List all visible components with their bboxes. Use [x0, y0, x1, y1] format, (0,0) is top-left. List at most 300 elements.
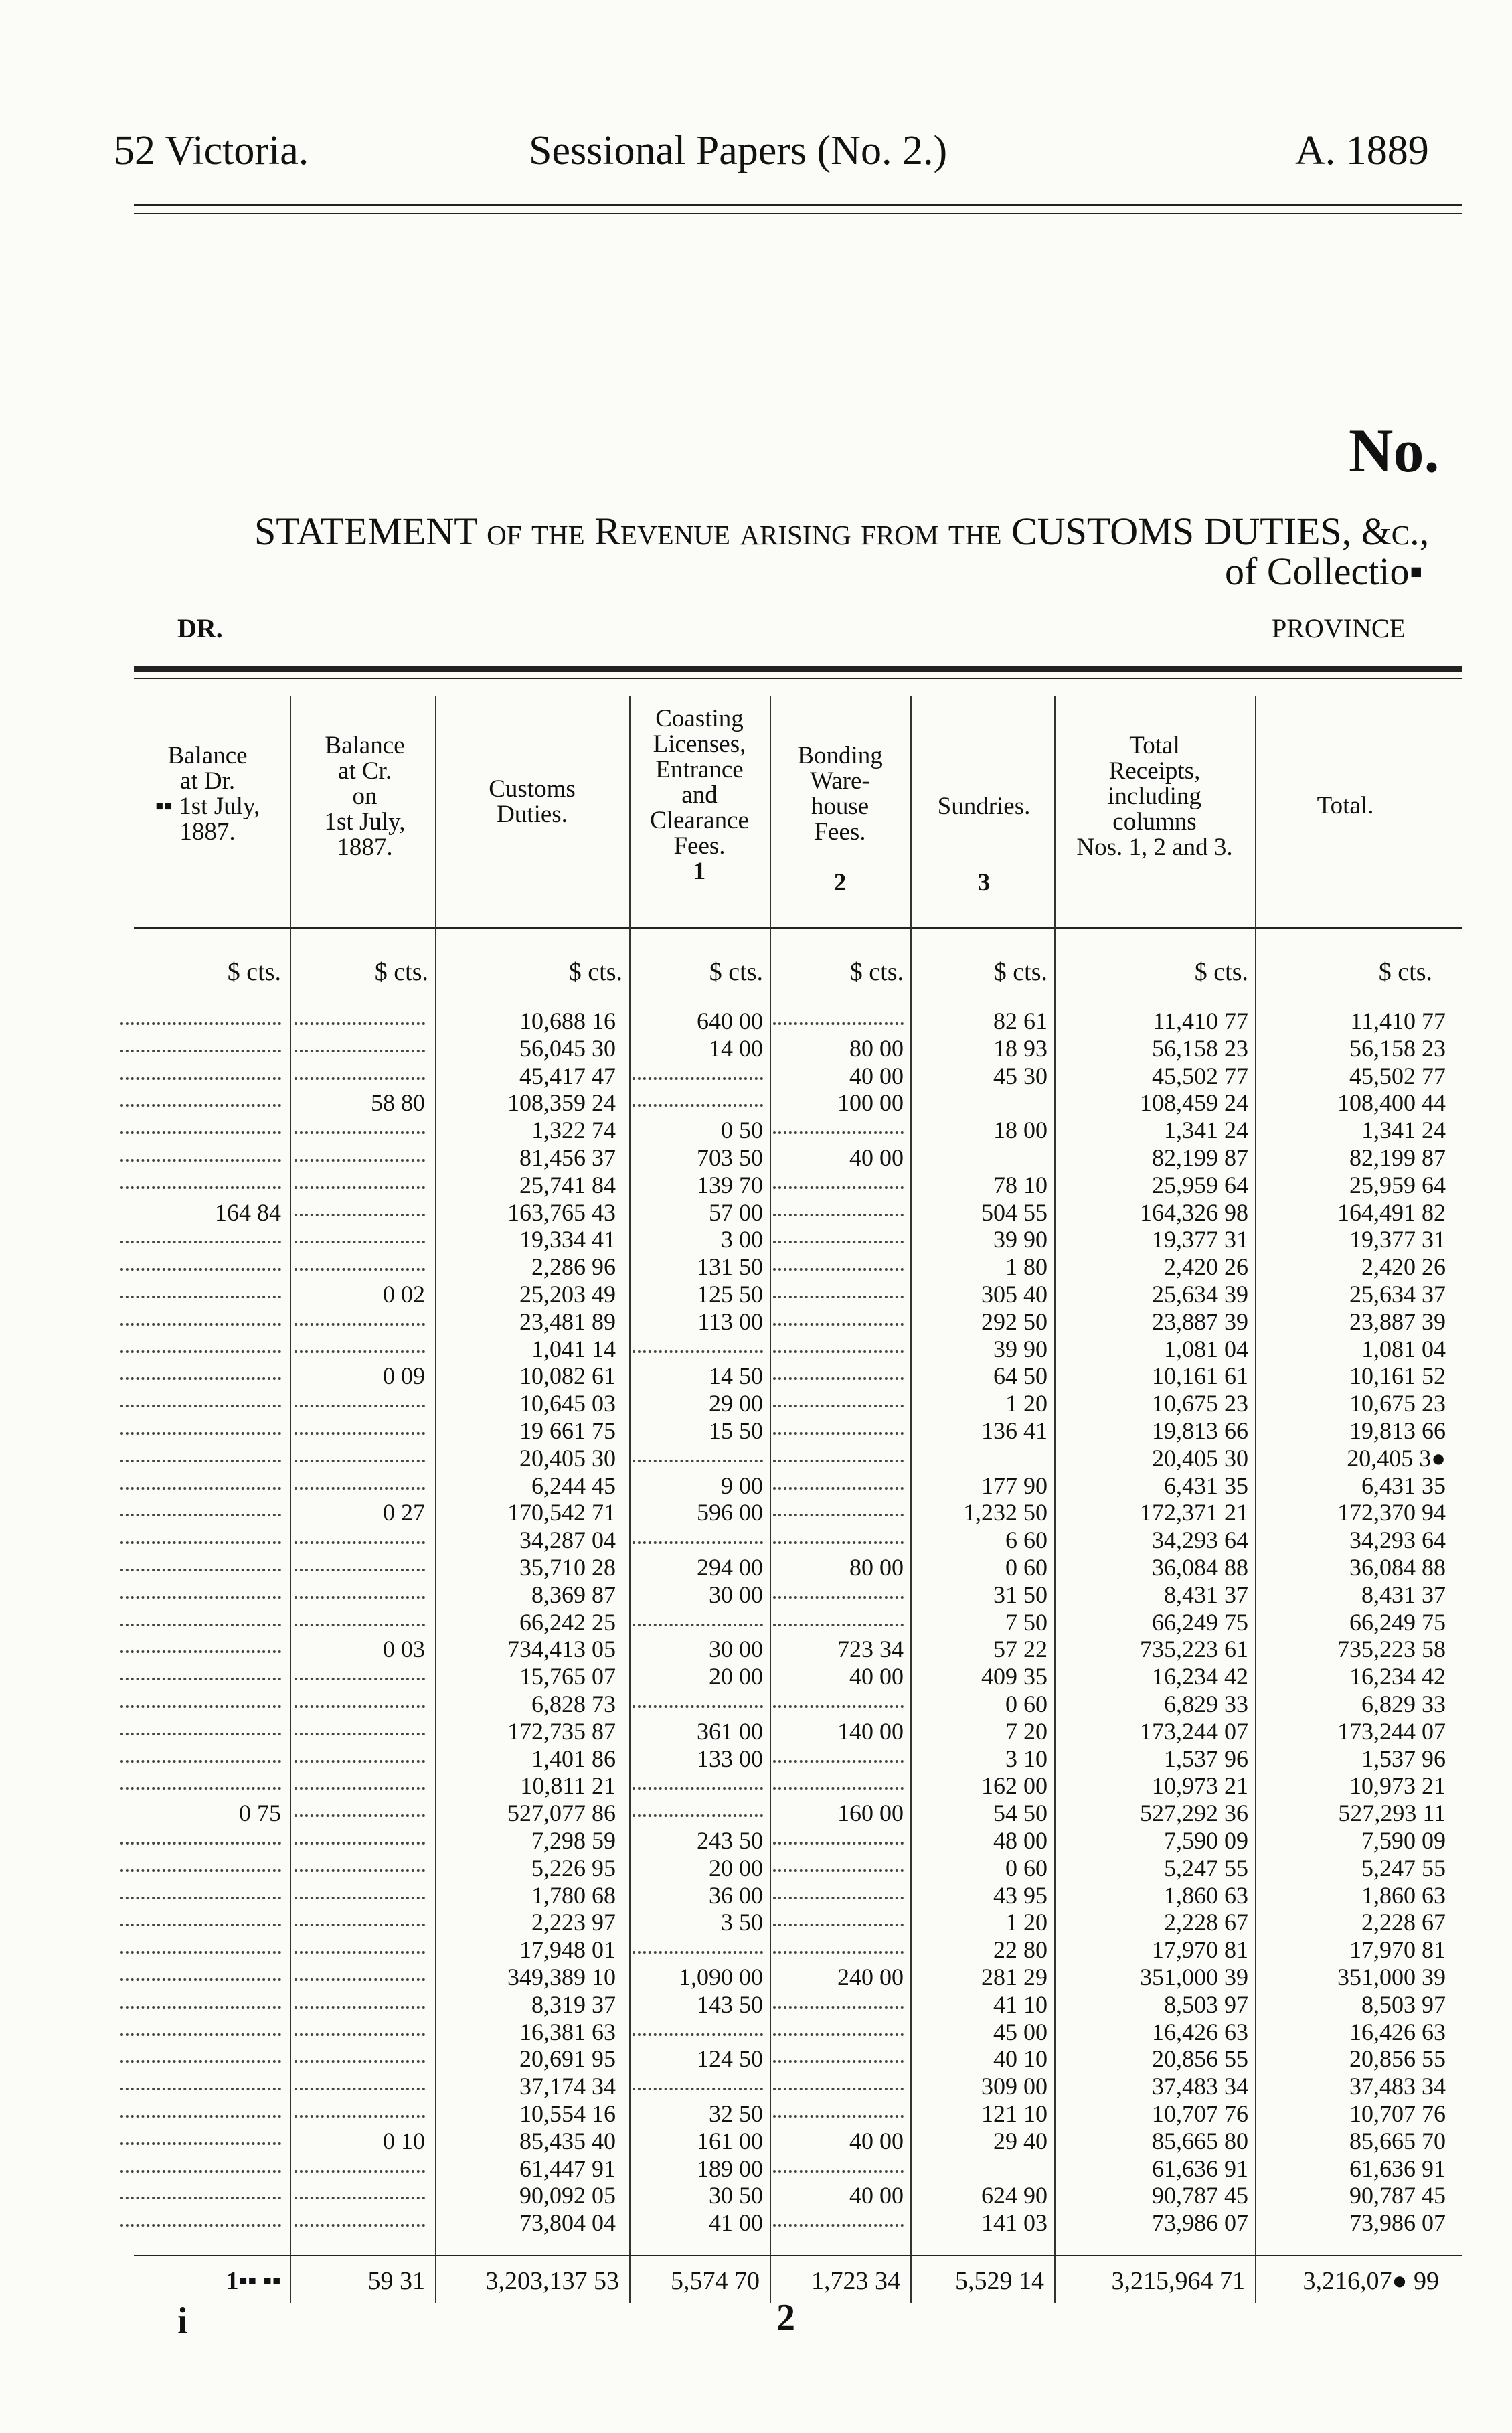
cell-coasting-licenses: 14 00 [709, 1034, 763, 1062]
table-row [114, 1554, 1473, 1581]
leader-dots [120, 1268, 281, 1271]
header-left: 52 Victoria. [114, 128, 309, 173]
cell-customs-duties: 108,359 24 [507, 1089, 616, 1117]
cell-coasting-licenses: 15 50 [709, 1417, 763, 1444]
leader-dots [120, 1350, 281, 1353]
cell-total-receipts: 6,431 35 [1164, 1472, 1248, 1499]
leader-dots [295, 1924, 425, 1926]
table-row [114, 1226, 1473, 1253]
leader-dots [120, 2006, 281, 2009]
cell-total: 73,986 07 [1349, 2209, 1446, 2237]
cell-sundries: 82 61 [993, 1008, 1047, 1034]
leader-dots [295, 1405, 425, 1407]
cell-sundries: 1 80 [1005, 1253, 1047, 1281]
cell-customs-duties: 10,645 03 [519, 1390, 616, 1417]
leader-dots [633, 2088, 763, 2090]
cell-bonding-warehouse: 100 00 [837, 1089, 904, 1117]
cell-coasting-licenses: 294 00 [697, 1554, 763, 1581]
cell-sundries: 54 50 [993, 1800, 1047, 1827]
cell-total: 10,973 21 [1349, 1772, 1446, 1800]
leader-dots [773, 1241, 904, 1243]
column-header-balance-cr: Balance at Cr. on 1st July, 1887. [324, 732, 406, 861]
leader-dots [295, 1323, 425, 1326]
cell-total: 6,431 35 [1361, 1472, 1446, 1499]
cell-total-receipts: 56,158 23 [1152, 1034, 1248, 1062]
leader-dots [773, 1787, 904, 1790]
leader-dots [773, 1186, 904, 1189]
cell-balance-dr: 0 75 [239, 1800, 281, 1827]
leader-dots [120, 1432, 281, 1435]
leader-dots [295, 1842, 425, 1845]
table-row [114, 1281, 1473, 1308]
leader-dots [120, 1624, 281, 1626]
leader-dots [773, 1405, 904, 1407]
cell-total: 25,634 37 [1349, 1281, 1446, 1308]
leader-dots [295, 2197, 425, 2199]
leader-dots [120, 1869, 281, 1872]
cell-total-receipts: 16,234 42 [1152, 1663, 1248, 1691]
cell-sundries: 64 50 [993, 1362, 1047, 1390]
table-row [114, 1117, 1473, 1144]
table-row [114, 1718, 1473, 1745]
cell-customs-duties: 2,223 97 [531, 1909, 616, 1936]
cell-sundries: 6 60 [1005, 1526, 1047, 1554]
leader-dots [633, 1787, 763, 1790]
total-cell-total: 3,216,07● 99 [1303, 2267, 1439, 2295]
table-row [114, 1991, 1473, 2018]
cell-balance-cr: 58 80 [371, 1089, 425, 1117]
cell-sundries: 1 20 [1005, 1909, 1047, 1936]
total-cell-balance-dr: 1▪▪ ▪▪ [226, 2267, 281, 2295]
table-row [114, 2209, 1473, 2236]
cell-customs-duties: 7,298 59 [531, 1827, 616, 1854]
leader-dots [295, 1432, 425, 1435]
leader-dots [295, 1678, 425, 1680]
cell-balance-cr: 0 03 [383, 1636, 425, 1663]
cell-coasting-licenses: 0 50 [721, 1117, 763, 1144]
cell-customs-duties: 2,286 96 [531, 1253, 616, 1281]
cell-total-receipts: 45,502 77 [1152, 1062, 1248, 1089]
leader-dots [773, 1624, 904, 1626]
cell-coasting-licenses: 9 00 [721, 1472, 763, 1499]
leader-dots [295, 1186, 425, 1189]
total-cell-sundries: 5,529 14 [955, 2267, 1044, 2295]
leader-dots [120, 1733, 281, 1735]
cell-total-receipts: 20,856 55 [1152, 2045, 1248, 2073]
cell-bonding-warehouse: 40 00 [849, 2127, 904, 2154]
cell-sundries: 41 10 [993, 1990, 1047, 2018]
cell-customs-duties: 5,226 95 [531, 1854, 616, 1881]
table-row [114, 1909, 1473, 1936]
cell-sundries: 162 00 [981, 1772, 1047, 1800]
cell-bonding-warehouse: 140 00 [837, 1717, 904, 1745]
cell-sundries: 22 80 [993, 1936, 1047, 1964]
cell-total-receipts: 17,970 81 [1152, 1936, 1248, 1964]
leader-dots [120, 1760, 281, 1763]
cell-customs-duties: 20,691 95 [519, 2045, 616, 2073]
leader-dots [120, 1460, 281, 1462]
cell-total: 8,431 37 [1361, 1581, 1446, 1608]
cell-total-receipts: 61,636 91 [1152, 2154, 1248, 2182]
leader-dots [295, 1350, 425, 1353]
leader-dots [295, 1760, 425, 1763]
cell-customs-duties: 66,242 25 [519, 1608, 616, 1636]
cell-total: 527,293 11 [1338, 1800, 1446, 1827]
table-row [114, 1855, 1473, 1881]
cell-total: 10,161 52 [1349, 1362, 1446, 1390]
total-cell-customs-duties: 3,203,137 53 [485, 2267, 619, 2295]
column-header-balance-dr: Balance at Dr. ▪▪ 1st July, 1887. [155, 742, 260, 846]
cell-customs-duties: 172,735 87 [507, 1717, 616, 1745]
table-top-rule-thin [134, 678, 1462, 679]
leader-dots [120, 1131, 281, 1134]
cell-total-receipts: 36,084 88 [1152, 1554, 1248, 1581]
leader-dots [295, 1814, 425, 1817]
leader-dots [120, 2142, 281, 2145]
cell-balance-dr: 164 84 [215, 1198, 281, 1226]
cell-coasting-licenses: 29 00 [709, 1390, 763, 1417]
cell-customs-duties: 37,174 34 [519, 2073, 616, 2100]
cell-sundries: 43 95 [993, 1881, 1047, 1909]
leader-dots [120, 1104, 281, 1107]
cell-total: 19,813 66 [1349, 1417, 1446, 1444]
cell-bonding-warehouse: 40 00 [849, 2182, 904, 2209]
table-row [114, 2073, 1473, 2100]
units-label: $ cts. [849, 958, 904, 986]
cell-total: 10,675 23 [1349, 1390, 1446, 1417]
table-row [114, 1827, 1473, 1854]
leader-dots [633, 1460, 763, 1462]
cell-sundries: 281 29 [981, 1964, 1047, 1990]
column-header-coasting-licenses: Coasting Licenses, Entrance and Clearance Fees. 1 [650, 705, 749, 885]
cell-customs-duties: 6,244 45 [531, 1472, 616, 1499]
units-label: $ cts. [993, 958, 1047, 986]
cell-total: 1,341 24 [1361, 1117, 1446, 1144]
leader-dots [295, 2088, 425, 2090]
total-cell-total-receipts: 3,215,964 71 [1111, 2267, 1245, 2295]
cell-sundries: 48 00 [993, 1827, 1047, 1854]
leader-dots [120, 1705, 281, 1708]
cell-total-receipts: 73,986 07 [1152, 2209, 1248, 2237]
cell-sundries: 39 90 [993, 1335, 1047, 1362]
leader-dots [633, 1541, 763, 1544]
leader-dots [773, 1214, 904, 1216]
leader-dots [120, 1924, 281, 1926]
leader-dots [120, 1650, 281, 1653]
cell-total: 8,503 97 [1361, 1990, 1446, 2018]
leader-dots [295, 1077, 425, 1080]
leader-dots [120, 2088, 281, 2090]
leader-dots [773, 2170, 904, 2173]
leader-dots [295, 1214, 425, 1216]
table-row [114, 1581, 1473, 1608]
cell-total: 7,590 09 [1361, 1827, 1446, 1854]
leader-dots [120, 1405, 281, 1407]
table-row [114, 1253, 1473, 1280]
cell-total: 56,158 23 [1349, 1034, 1446, 1062]
leader-dots [295, 1733, 425, 1735]
cell-sundries: 45 30 [993, 1062, 1047, 1089]
cell-total: 1,860 63 [1361, 1881, 1446, 1909]
leader-dots [773, 1487, 904, 1490]
leader-dots [295, 1460, 425, 1462]
cell-sundries: 7 20 [1005, 1717, 1047, 1745]
leader-dots [633, 1624, 763, 1626]
leader-dots [295, 1569, 425, 1571]
cell-total: 11,410 77 [1350, 1008, 1446, 1034]
table-row [114, 1772, 1473, 1799]
leader-dots [633, 1350, 763, 1353]
units-label: $ cts. [709, 958, 763, 986]
cell-total-receipts: 7,590 09 [1164, 1827, 1248, 1854]
cell-customs-duties: 10,554 16 [519, 2100, 616, 2127]
cell-customs-duties: 90,092 05 [519, 2182, 616, 2209]
cell-bonding-warehouse: 723 34 [837, 1636, 904, 1663]
statement-number-label: No. [1349, 416, 1440, 485]
cell-total: 37,483 34 [1349, 2073, 1446, 2100]
leader-dots [295, 1541, 425, 1544]
cell-total-receipts: 527,292 36 [1140, 1800, 1248, 1827]
cell-total-receipts: 10,161 61 [1152, 1362, 1248, 1390]
column-header-bonding-warehouse: Bonding Ware- house Fees. 2 [797, 742, 883, 896]
cell-total: 6,829 33 [1361, 1691, 1446, 1717]
leader-dots [295, 1022, 425, 1025]
leader-dots [120, 1787, 281, 1790]
leader-dots [773, 1514, 904, 1516]
leader-dots [773, 1377, 904, 1380]
cell-sundries: 78 10 [993, 1171, 1047, 1198]
table-row [114, 1663, 1473, 1690]
cell-customs-duties: 17,948 01 [519, 1936, 616, 1964]
cell-balance-cr: 0 10 [383, 2127, 425, 2154]
footer-mark-left: i [177, 2300, 188, 2342]
cell-sundries: 7 50 [1005, 1608, 1047, 1636]
cell-coasting-licenses: 361 00 [697, 1717, 763, 1745]
table-row [114, 1882, 1473, 1909]
leader-dots [633, 1104, 763, 1107]
cell-total: 10,707 76 [1349, 2100, 1446, 2127]
cell-coasting-licenses: 131 50 [697, 1253, 763, 1281]
cell-total-receipts: 5,247 55 [1164, 1854, 1248, 1881]
leader-dots [773, 1951, 904, 1954]
cell-coasting-licenses: 125 50 [697, 1281, 763, 1308]
cell-total: 36,084 88 [1349, 1554, 1446, 1581]
cell-total: 66,249 75 [1349, 1608, 1446, 1636]
leader-dots [295, 2170, 425, 2173]
total-cell-bonding-warehouse: 1,723 34 [811, 2267, 900, 2295]
cell-total: 164,491 82 [1337, 1198, 1446, 1226]
leader-dots [120, 1897, 281, 1899]
table-row [114, 1336, 1473, 1362]
cell-coasting-licenses: 143 50 [697, 1990, 763, 2018]
table-row [114, 2100, 1473, 2127]
leader-dots [295, 1050, 425, 1052]
cell-sundries: 31 50 [993, 1581, 1047, 1608]
cell-coasting-licenses: 30 00 [709, 1581, 763, 1608]
column-header-total: Total. [1317, 792, 1374, 819]
table-row [114, 1063, 1473, 1089]
leader-dots [295, 2033, 425, 2036]
cell-customs-duties: 163,765 43 [507, 1198, 616, 1226]
leader-dots [295, 1596, 425, 1599]
cell-customs-duties: 61,447 91 [519, 2154, 616, 2182]
cell-total-receipts: 23,887 39 [1152, 1308, 1248, 1335]
cell-sundries: 309 00 [981, 2073, 1047, 2100]
leader-dots [120, 1050, 281, 1052]
cell-bonding-warehouse: 80 00 [849, 1034, 904, 1062]
cell-total: 19,377 31 [1349, 1226, 1446, 1253]
total-cell-coasting-licenses: 5,574 70 [671, 2267, 760, 2295]
cell-sundries: 57 22 [993, 1636, 1047, 1663]
leader-dots [295, 1241, 425, 1243]
cell-customs-duties: 1,780 68 [531, 1881, 616, 1909]
cell-customs-duties: 1,401 86 [531, 1745, 616, 1772]
leader-dots [773, 1432, 904, 1435]
leader-dots [295, 1268, 425, 1271]
cell-coasting-licenses: 20 00 [709, 1663, 763, 1691]
cell-total: 45,502 77 [1349, 1062, 1446, 1089]
table-row [114, 1936, 1473, 1963]
cell-customs-duties: 45,417 47 [519, 1062, 616, 1089]
table-row [114, 2155, 1473, 2182]
table-row [114, 1008, 1473, 1034]
header-rule-1 [134, 204, 1462, 206]
cell-customs-duties: 81,456 37 [519, 1144, 616, 1171]
cell-customs-duties: 16,381 63 [519, 2018, 616, 2045]
cell-sundries: 504 55 [981, 1198, 1047, 1226]
cell-total: 351,000 39 [1337, 1964, 1446, 1990]
table-row [114, 2045, 1473, 2072]
cell-coasting-licenses: 596 00 [697, 1499, 763, 1526]
cell-coasting-licenses: 41 00 [709, 2209, 763, 2237]
cell-coasting-licenses: 36 00 [709, 1881, 763, 1909]
cell-coasting-licenses: 14 50 [709, 1362, 763, 1390]
leader-dots [773, 1022, 904, 1025]
leader-dots [773, 1350, 904, 1353]
leader-dots [120, 1241, 281, 1243]
leader-dots [120, 2115, 281, 2118]
cell-sundries: 624 90 [981, 2182, 1047, 2209]
total-cell-balance-cr: 59 31 [367, 2267, 425, 2295]
cell-total-receipts: 6,829 33 [1164, 1691, 1248, 1717]
cell-sundries: 0 60 [1005, 1554, 1047, 1581]
units-label: $ cts. [1194, 958, 1248, 986]
column-header-total-receipts: Total Receipts, including columns Nos. 1, 2 and 3. [1076, 732, 1233, 861]
header-rule-2 [134, 213, 1462, 214]
cell-total-receipts: 34,293 64 [1152, 1526, 1248, 1554]
cell-total-receipts: 37,483 34 [1152, 2073, 1248, 2100]
leader-dots [773, 1897, 904, 1899]
leader-dots [773, 1596, 904, 1599]
cell-customs-duties: 25,741 84 [519, 1171, 616, 1198]
cell-customs-duties: 10,082 61 [519, 1362, 616, 1390]
cell-total: 2,420 26 [1361, 1253, 1446, 1281]
cell-total-receipts: 25,959 64 [1152, 1171, 1248, 1198]
cell-customs-duties: 85,435 40 [519, 2127, 616, 2154]
cell-total: 735,223 58 [1337, 1636, 1446, 1663]
table-row [114, 1362, 1473, 1389]
leader-dots [120, 2224, 281, 2227]
cell-coasting-licenses: 113 00 [697, 1308, 763, 1335]
cell-customs-duties: 1,041 14 [531, 1335, 616, 1362]
cell-bonding-warehouse: 40 00 [849, 1663, 904, 1691]
cell-sundries: 0 60 [1005, 1854, 1047, 1881]
table-row [114, 1172, 1473, 1198]
leader-dots [773, 1869, 904, 1872]
cell-sundries: 1,232 50 [963, 1499, 1047, 1526]
cell-total-receipts: 19,813 66 [1152, 1417, 1248, 1444]
table-top-rule-thick [134, 666, 1462, 672]
cell-sundries: 409 35 [981, 1663, 1047, 1691]
leader-dots [773, 2088, 904, 2090]
cell-customs-duties: 19,334 41 [519, 1226, 616, 1253]
cell-bonding-warehouse: 40 00 [849, 1062, 904, 1089]
cell-total-receipts: 10,675 23 [1152, 1390, 1248, 1417]
statement-title-line1: STATEMENT of the Revenue arising from the CUSTOMS DUTIES, &c., [254, 509, 1430, 553]
cell-total: 17,970 81 [1349, 1936, 1446, 1964]
cell-balance-cr: 0 09 [383, 1362, 425, 1390]
cell-customs-duties: 6,828 73 [531, 1691, 616, 1717]
cell-total: 82,199 87 [1349, 1144, 1446, 1171]
cell-total-receipts: 10,973 21 [1152, 1772, 1248, 1800]
leader-dots [773, 1323, 904, 1326]
cell-coasting-licenses: 30 00 [709, 1636, 763, 1663]
table-row [114, 1199, 1473, 1226]
cell-total-receipts: 1,341 24 [1164, 1117, 1248, 1144]
leader-dots [773, 2224, 904, 2227]
leader-dots [295, 2224, 425, 2227]
cell-total-receipts: 164,326 98 [1140, 1198, 1248, 1226]
table-row [114, 1472, 1473, 1499]
cell-coasting-licenses: 1,090 00 [679, 1964, 763, 1990]
leader-dots [120, 1077, 281, 1080]
cell-total: 1,537 96 [1361, 1745, 1446, 1772]
cell-total-receipts: 20,405 30 [1152, 1444, 1248, 1472]
cell-total-receipts: 66,249 75 [1152, 1608, 1248, 1636]
cell-sundries: 141 03 [981, 2209, 1047, 2237]
cell-total-receipts: 1,860 63 [1164, 1881, 1248, 1909]
cell-coasting-licenses: 189 00 [697, 2154, 763, 2182]
cell-total: 16,426 63 [1349, 2018, 1446, 2045]
leader-dots [120, 1678, 281, 1680]
leader-dots [120, 2060, 281, 2063]
leader-dots [633, 1077, 763, 1080]
leader-dots [295, 2115, 425, 2118]
leader-dots [773, 1924, 904, 1926]
cell-total: 172,370 94 [1337, 1499, 1446, 1526]
cell-balance-cr: 0 02 [383, 1281, 425, 1308]
cell-total: 85,665 70 [1349, 2127, 1446, 2154]
cell-customs-duties: 170,542 71 [507, 1499, 616, 1526]
table-row [114, 1745, 1473, 1772]
leader-dots [295, 1869, 425, 1872]
cell-bonding-warehouse: 240 00 [837, 1964, 904, 1990]
leader-dots [773, 2033, 904, 2036]
cell-coasting-licenses: 32 50 [709, 2100, 763, 2127]
table-row [114, 1417, 1473, 1444]
leader-dots [120, 1022, 281, 1025]
cell-sundries: 29 40 [993, 2127, 1047, 2154]
footer-mark-center: 2 [776, 2297, 795, 2339]
cell-total-receipts: 735,223 61 [1140, 1636, 1248, 1663]
leader-dots [120, 1951, 281, 1954]
cell-coasting-licenses: 640 00 [697, 1008, 763, 1034]
table-row [114, 1800, 1473, 1826]
cell-total-receipts: 10,707 76 [1152, 2100, 1248, 2127]
cell-customs-duties: 25,203 49 [519, 1281, 616, 1308]
table-row [114, 2128, 1473, 2154]
cell-total-receipts: 2,420 26 [1164, 1253, 1248, 1281]
